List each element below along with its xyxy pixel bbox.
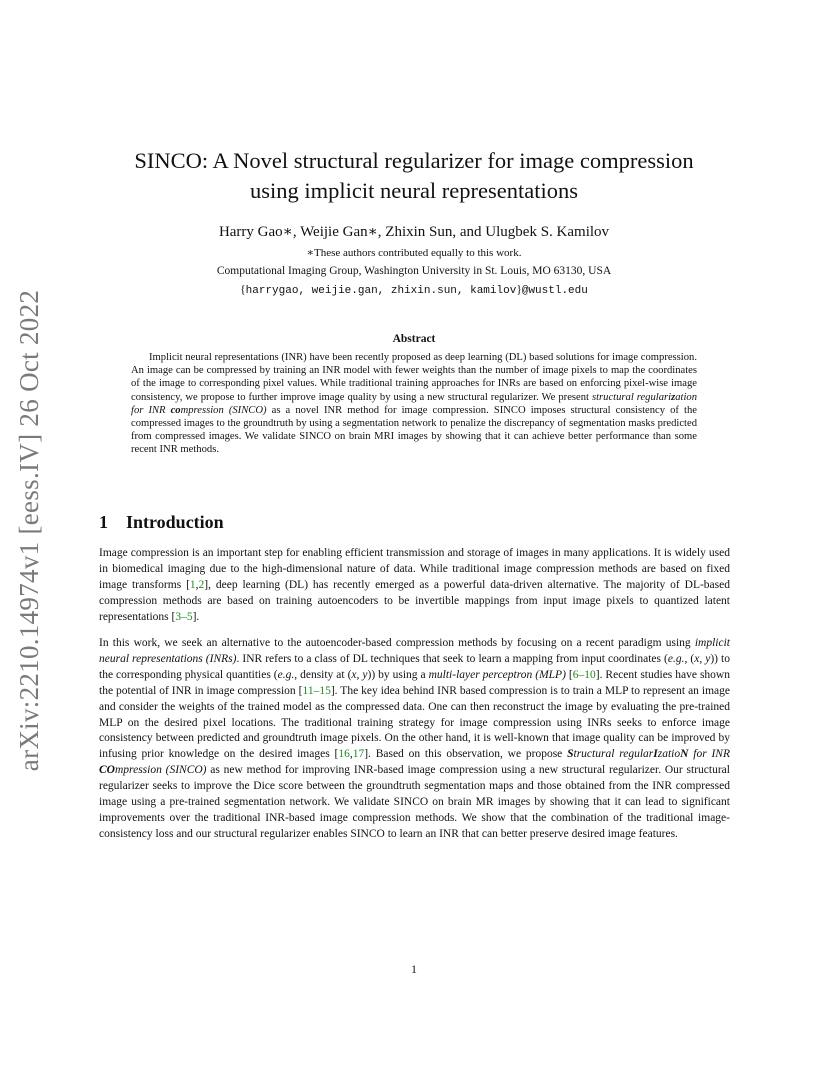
text-run: as new method for improving INR-based image compression using a new structural regularizer. Our structural regularizer seeks to improve the Dice score between the groundtruth segmentation maps and those obtained from the INR compressed image using a pre-trained segmentation network. We validate SINCO on brain MR images by showing that it can lead to significant improvements over the traditional INR-based image compression methods. We show that the combination of the traditional image-consistency loss and our structural regularizer enables SINCO to learn an INR that can better preserve desired image features. [99, 764, 730, 840]
citation-link[interactable]: 11–15 [302, 684, 331, 697]
emphasis-text: e.g., [277, 668, 298, 681]
abstract-body [131, 351, 697, 457]
emphasis-text: for INR [688, 748, 731, 761]
affiliation: Computational Imaging Group, Washington University in St. Louis, MO 63130, USA [216, 265, 612, 277]
author-list: Harry Gao∗, Weijie Gan∗, Zhixin Sun, and Ulugbek S. Kamilov [218, 224, 610, 240]
text-run: )) by using a [367, 668, 429, 681]
text-run: ]. [192, 610, 200, 623]
citation-link[interactable]: 16 [338, 748, 350, 761]
abstract-method-name-3: mpression (SINCO) [180, 404, 267, 416]
arxiv-identifier-text: arXiv:2210.14974v1 [eess.IV] 26 Oct 2022 [14, 289, 45, 771]
abstract-method-letter-2: co [170, 404, 181, 416]
text-run: [ [565, 668, 573, 681]
abstract-heading: Abstract [392, 333, 436, 345]
emphasis-text: e.g., [667, 652, 688, 665]
section-title: Introduction [126, 512, 224, 532]
author-emails [100, 283, 728, 298]
intro-paragraph-1 [99, 546, 730, 626]
section-heading-introduction [99, 511, 224, 533]
email-domain: @wustl.edu [521, 285, 588, 297]
math-text: x, y [351, 668, 368, 681]
section-number: 1 [99, 512, 108, 532]
text-run: ]. Based on this observation, we propose [364, 748, 568, 761]
text-run: ], deep learning (DL) has recently emerged as a powerful data-driven alternative. The majority of DL-based compression methods are based on training autoencoders to be invertible mappings from input image pixels to quantized latent representations [ [99, 578, 730, 623]
text-run: , [349, 748, 353, 761]
text-run: ]. Recent studies have shown the potential of INR in image compression [ [99, 668, 730, 697]
text-run: ( [687, 652, 695, 665]
citation-link[interactable]: 2 [198, 578, 205, 591]
title-line-2: using implicit neural representations [249, 178, 579, 203]
text-run: density at ( [297, 668, 352, 681]
email-names: harrygao, weijie.gan, zhixin.sun, kamilov [245, 285, 517, 297]
citation-link[interactable]: 6–10 [572, 668, 596, 681]
abstract-text-1: Implicit neural representations (INR) have been recently proposed as deep learning (DL) based solutions for image compression. An image can be compressed by training an INR model with fewer weights than the number of image pixels to map the coordinates of the image to corresponding pixel values. While traditional training approaches for INRs are based on enforcing pixel-wise image consistency, we propose to further improve image quality by using a new structural regularizer. We present [131, 352, 697, 403]
title-line-1: SINCO: A Novel structural regularizer for image compression [134, 148, 694, 173]
abstract-text-2: as a novel INR method for image compression. SINCO imposes structural consistency of the compressed images to the groundtruth by using a segmentation network to penalize the discrepancy of segmentation masks predicted from compressed images. We validate SINCO on brain MRI images by showing that it can achieve better performance than some recent INR methods. [131, 404, 697, 456]
emphasis-text: implicit neural representations (INRs) [99, 637, 730, 665]
bold-italic-letter: N [680, 748, 689, 761]
bold-italic-letter: I [653, 748, 658, 761]
intro-paragraph-2 [99, 636, 730, 843]
text-run: ]. The key idea behind INR based compression is to train a MLP to represent an image and consider the weights of the trained model as the compressed data. One can then reconstruct the image by evaluating the pre-trained MLP on the desired pixel locations. The traditional training strategy for image compression using INRs seeks to enforce image consistency between predicted and groundtruth image pixels. On the other hand, it is well-known that image quality can be improved by infusing prior knowledge on the desired images [ [99, 684, 730, 761]
abstract-method-letter-1: z [671, 391, 676, 403]
text-run: In this work, we seek an alternative to the autoencoder-based compression methods by focusing on a recent paradigm using [99, 637, 695, 649]
bold-italic-letter: CO [99, 764, 115, 777]
page-number: 1 [411, 962, 417, 976]
text-run: Image compression is an important step for enabling efficient transmission and storage of images in many applications. It is widely used in biomedical imaging due to the high-dimensional nature of data. While traditional image compression methods are based on fixed image transforms [ [99, 547, 730, 591]
emphasis-text: zatio [657, 748, 681, 761]
text-run: )) to the corresponding physical quantities ( [99, 652, 730, 681]
emphasis-text: multi-layer perceptron (MLP) [428, 668, 566, 681]
arxiv-identifier-stamp [2, 290, 58, 770]
abstract-method-name-2: ation for INR [131, 391, 697, 416]
equal-contribution-note: ∗These authors contributed equally to this work. [306, 247, 522, 259]
email-brace-open: { [240, 284, 246, 296]
abstract-method-name-1: structural regulari [591, 391, 672, 403]
citation-link[interactable]: 3–5 [175, 610, 193, 623]
emphasis-text: mpression (SINCO) [114, 764, 207, 777]
email-brace-close: } [516, 284, 522, 296]
math-text: x, y [694, 652, 711, 665]
text-run: . INR refers to a class of DL techniques that seek to learn a mapping from input coordinates ( [236, 652, 668, 665]
citation-link[interactable]: 17 [352, 748, 365, 761]
bold-italic-letter: S [567, 748, 574, 761]
emphasis-text: tructural regular [573, 748, 654, 761]
paper-title [100, 146, 728, 206]
citation-link[interactable]: 1 [189, 578, 196, 591]
text-run: , [195, 578, 199, 591]
